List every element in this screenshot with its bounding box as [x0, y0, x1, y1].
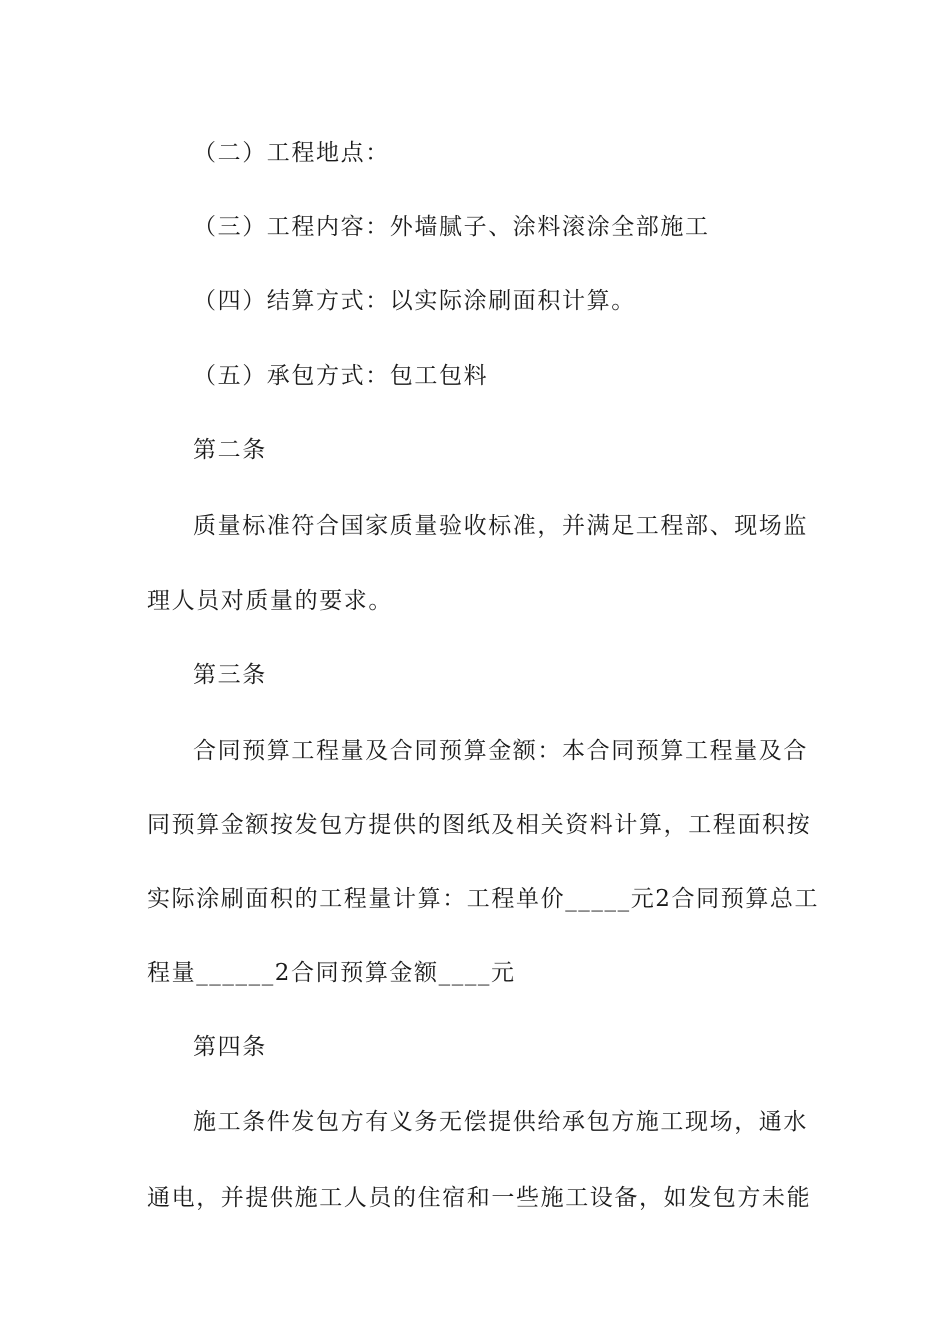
article-heading-4: 第四条: [193, 1034, 267, 1060]
paragraph-line: 程量______2合同预算金额____元: [147, 960, 516, 986]
article-heading-3: 第三条: [193, 662, 267, 688]
paragraph-line: 同预算金额按发包方提供的图纸及相关资料计算，工程面积按: [147, 812, 812, 838]
clause-item-location: （二）工程地点：: [193, 140, 390, 166]
paragraph-line: 施工条件发包方有义务无偿提供给承包方施工现场，通水: [193, 1109, 808, 1135]
paragraph-line: 质量标准符合国家质量验收标准，并满足工程部、现场监: [193, 513, 808, 539]
clause-item-settlement: （四）结算方式：以实际涂刷面积计算。: [193, 288, 636, 314]
clause-item-contracting: （五）承包方式：包工包料: [193, 363, 489, 389]
paragraph-line: 理人员对质量的要求。: [147, 588, 393, 614]
paragraph-line: 合同预算工程量及合同预算金额：本合同预算工程量及合: [193, 738, 808, 764]
clause-item-content: （三）工程内容：外墙腻子、涂料滚涂全部施工: [193, 214, 710, 240]
article-heading-2: 第二条: [193, 437, 267, 463]
paragraph-line: 实际涂刷面积的工程量计算：工程单价_____元2合同预算总工: [147, 886, 820, 912]
paragraph-line: 通电，并提供施工人员的住宿和一些施工设备，如发包方未能: [147, 1185, 812, 1211]
